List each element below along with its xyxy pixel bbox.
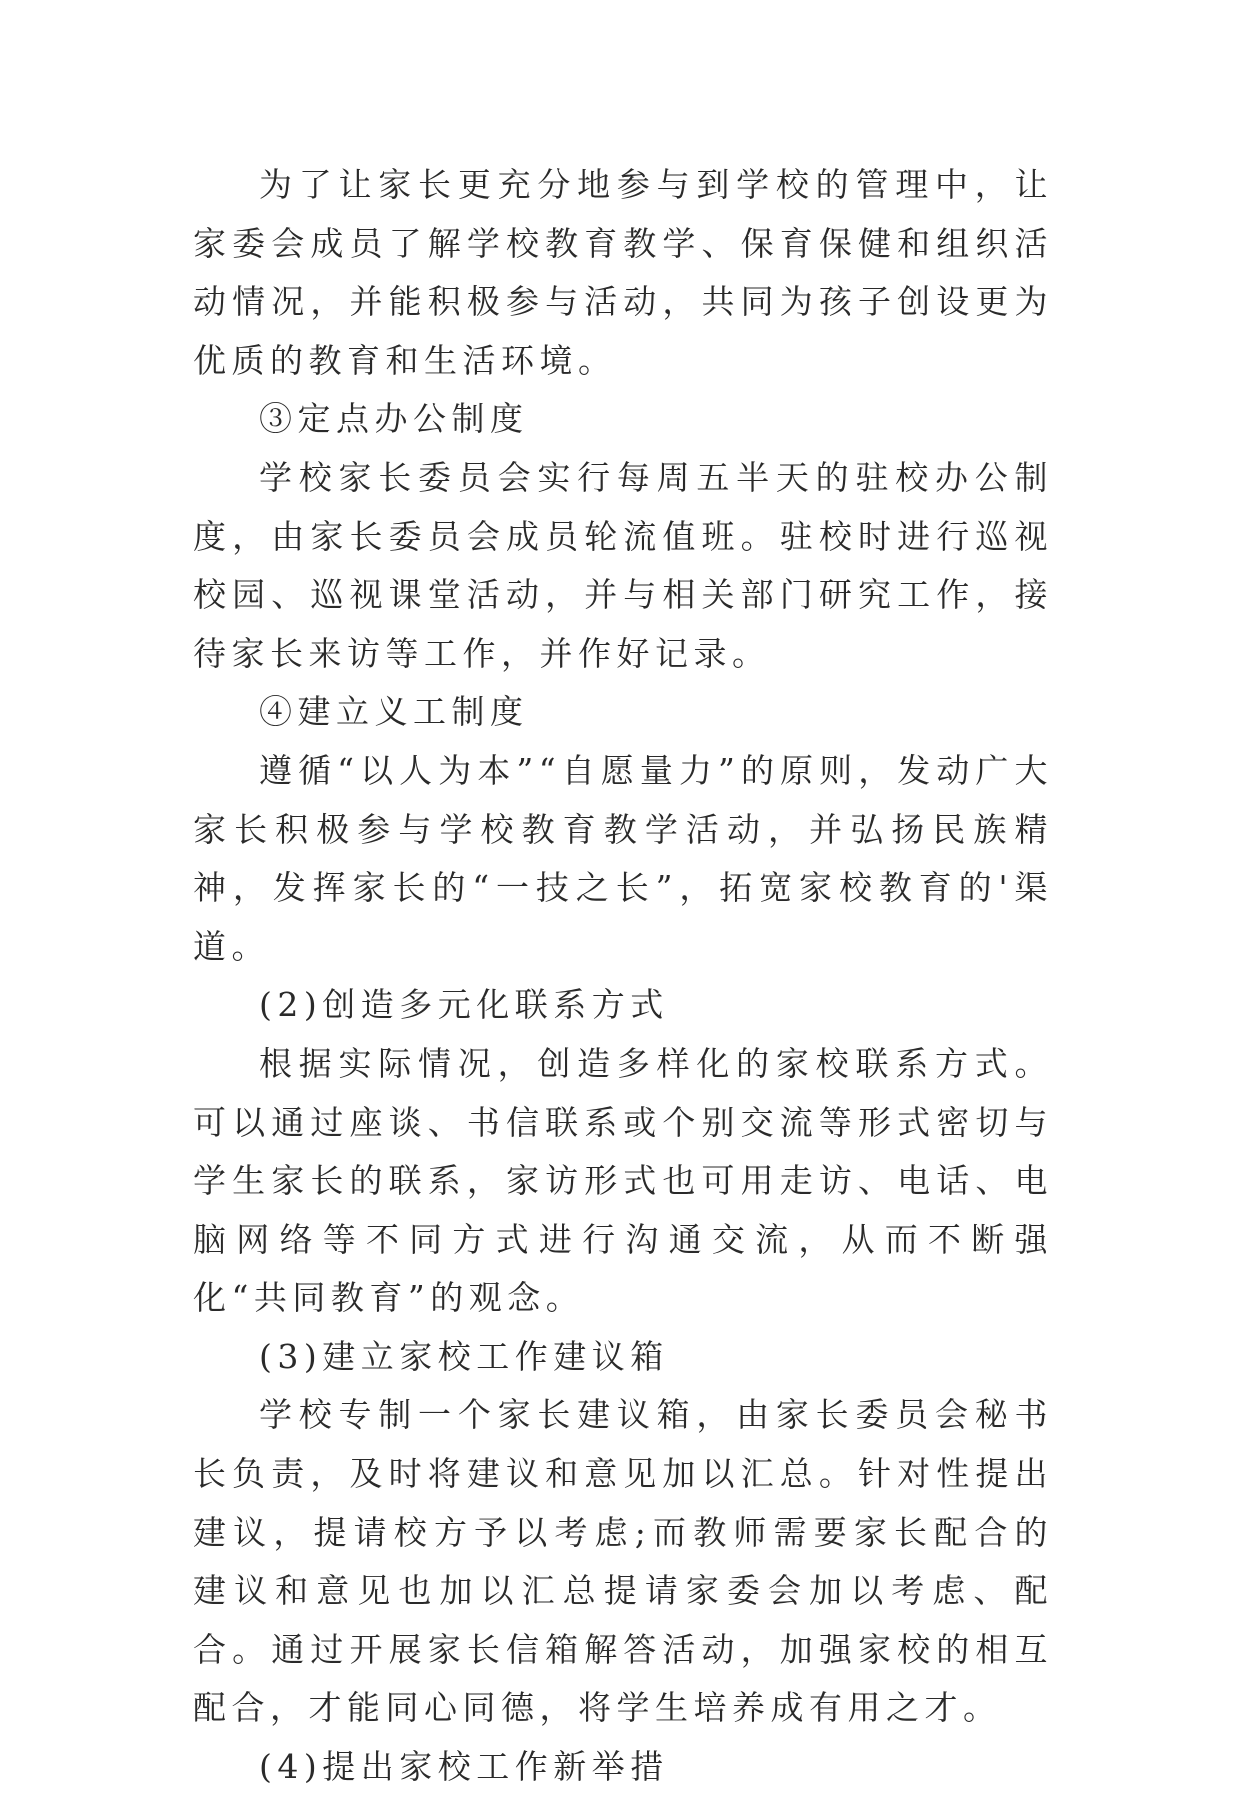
paragraph-fixed-office: 学校家长委员会实行每周五半天的驻校办公制度，由家长委员会成员轮流值班。驻校时进行巡视校园、巡视课堂活动，并与相关部门研究工作，接待家长来访等工作，并作好记录。	[193, 457, 1053, 673]
heading-volunteer-system: ④建立义工制度	[259, 692, 529, 732]
heading-fixed-office-system: ③定点办公制度	[259, 399, 529, 439]
paragraph-volunteer: 遵循“以人为本”“自愿量力”的原则，发动广大家长积极参与学校教育教学活动，并弘扬民族精神，发挥家长的“一技之长”，拓宽家校教育的'渠道。	[193, 750, 1053, 966]
document-body	[193, 156, 1053, 1797]
paragraph-intro: 为了让家长更充分地参与到学校的管理中，让家委会成员了解学校教育教学、保育保健和组织活动情况，并能积极参与活动，共同为孩子创设更为优质的教育和生活环境。	[193, 165, 1053, 380]
heading-suggestion-box: (3)建立家校工作建议箱	[259, 1336, 669, 1376]
paragraph-suggestion-box: 学校专制一个家长建议箱，由家长委员会秘书长负责，及时将建议和意见加以汇总。针对性提出建议，提请校方予以考虑;而教师需要家长配合的建议和意见也加以汇总提请家委会加以考虑、配合。通过开展家长信箱解答活动，加强家校的相互配合，才能同心同德，将学生培养成有用之才。	[193, 1395, 1053, 1728]
paragraph-contact-methods: 根据实际情况，创造多样化的家校联系方式。可以通过座谈、书信联系或个别交流等形式密切与学生家长的联系，家访形式也可用走访、电话、电脑网络等不同方式进行沟通交流，从而不断强化“共同教育”的观念。	[193, 1043, 1053, 1318]
heading-contact-methods: (2)创造多元化联系方式	[259, 985, 669, 1025]
heading-new-measures: (4)提出家校工作新举措	[259, 1747, 669, 1787]
